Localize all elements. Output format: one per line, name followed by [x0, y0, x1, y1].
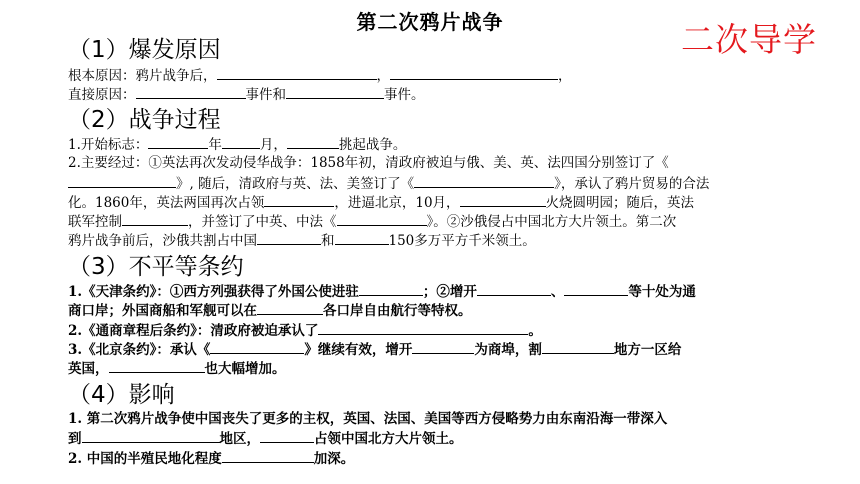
text: 》继续有效，增开 [304, 342, 413, 358]
section-heading-treaties: （3）不平等条约 [68, 254, 244, 280]
blank[interactable] [477, 282, 551, 296]
treaty-tianjin-line-1 [68, 282, 808, 302]
blank[interactable] [286, 85, 384, 99]
punct: ， [376, 68, 390, 84]
impact-line-1 [68, 410, 808, 429]
text: 和 [321, 233, 335, 249]
text: ，进逼北京，10月， [334, 195, 460, 211]
text: 也大幅增加。 [204, 361, 286, 377]
text: 鸦片战争前后，沙俄共割占中国 [68, 233, 257, 249]
blank[interactable] [414, 174, 554, 188]
text: 加深。 [313, 451, 355, 467]
text: 挑起战争。 [338, 137, 407, 153]
text: 各口岸自由航行等特权。 [323, 303, 472, 319]
text: 》，承认了鸦片贸易的合法 [554, 176, 710, 192]
punct: ， [558, 68, 572, 84]
text: 化。1860年，英法两国再次占领 [68, 195, 265, 211]
text: 为商埠，割 [474, 342, 542, 358]
blank[interactable] [136, 85, 246, 99]
blank[interactable] [68, 174, 176, 188]
blank[interactable] [122, 212, 188, 226]
text: 火烧圆明园；随后，英法 [545, 195, 695, 211]
text: 2.主要经过：①英法再次发动侵华战争：1858年初，清政府被迫与俄、美、英、法四国分别签订了《 [68, 155, 669, 171]
text: 事件和 [245, 87, 286, 103]
text: 等十处为通 [628, 284, 696, 300]
text: 3.《北京条约》：承认《 [68, 342, 211, 358]
start-sign-line [68, 135, 808, 155]
text: 1. 第二次鸦片战争使中国丧失了更多的主权，英国、法国、美国等西方侵略势力由东南沿海一带深入 [68, 411, 668, 427]
section-heading-causes: （1）爆发原因 [68, 37, 221, 63]
text: 年 [208, 137, 222, 153]
treaty-beijing-line-2 [68, 359, 808, 379]
blank[interactable] [148, 135, 208, 149]
text: 2.《通商章程后条约》：清政府被迫承认了 [68, 323, 319, 339]
blank[interactable] [359, 282, 423, 296]
text: ；②增开 [422, 284, 477, 300]
main-events-line-1 [68, 154, 808, 173]
section-heading-process: （2）战争过程 [68, 107, 221, 133]
main-events-line-2 [68, 174, 808, 194]
blank[interactable] [460, 193, 546, 207]
text: 地区， [219, 431, 260, 447]
blank[interactable] [335, 231, 389, 245]
blank[interactable] [260, 429, 314, 443]
section-heading-impact: （4）影响 [68, 382, 175, 408]
text: ，并签订了中英、中法《 [188, 214, 337, 230]
blank[interactable] [217, 66, 377, 80]
treaty-tianjin-line-2 [68, 301, 808, 321]
blank[interactable] [264, 193, 334, 207]
blank[interactable] [222, 449, 314, 463]
text: 联军控制 [68, 214, 122, 230]
root-cause-line [68, 66, 808, 86]
text: 150多万平方千米领土。 [388, 233, 536, 249]
text: 地方一区给 [613, 342, 682, 358]
blank[interactable] [210, 340, 304, 354]
text: 事件。 [384, 87, 425, 103]
main-events-line-3 [68, 193, 808, 213]
root-cause-label: 根本原因：鸦片战争后， [68, 68, 217, 84]
page-title: 第二次鸦片战争 [356, 10, 504, 34]
text: 占领中国北方大片领土。 [314, 431, 463, 447]
text: 》, 随后，清政府与英、法、美签订了《 [176, 176, 415, 192]
text: 英国， [68, 361, 109, 377]
text: 1.《天津条约》：①西方列强获得了外国公使进驻 [68, 284, 359, 300]
blank[interactable] [337, 212, 427, 226]
blank[interactable] [318, 321, 528, 335]
direct-cause-line [68, 85, 808, 105]
blank[interactable] [222, 135, 260, 149]
main-events-line-4 [68, 212, 808, 232]
text: 2. 中国的半殖民地化程度 [68, 451, 222, 467]
text: 1.开始标志： [68, 137, 149, 153]
text: 月， [259, 137, 287, 153]
blank[interactable] [109, 359, 205, 373]
main-events-line-5 [68, 231, 808, 251]
blank[interactable] [82, 429, 220, 443]
blank[interactable] [564, 282, 628, 296]
direct-cause-label: 直接原因： [68, 87, 136, 103]
text: 》。②沙俄侵占中国北方大片领土。第二次 [426, 214, 677, 230]
text: 商口岸；外国商船和军舰可以在 [68, 303, 257, 319]
blank[interactable] [287, 135, 339, 149]
blank[interactable] [257, 301, 323, 315]
blank[interactable] [542, 340, 614, 354]
text: 。 [528, 323, 542, 339]
text: 到 [68, 431, 82, 447]
blank[interactable] [390, 66, 558, 80]
impact-line-2 [68, 429, 808, 449]
treaty-beijing-line-1 [68, 340, 808, 360]
blank[interactable] [412, 340, 474, 354]
impact-line-3 [68, 449, 808, 469]
blank[interactable] [257, 231, 321, 245]
text: 、 [550, 284, 565, 300]
lesson-stamp: 二次导学 [681, 20, 817, 59]
treaty-tariff-line [68, 321, 808, 341]
